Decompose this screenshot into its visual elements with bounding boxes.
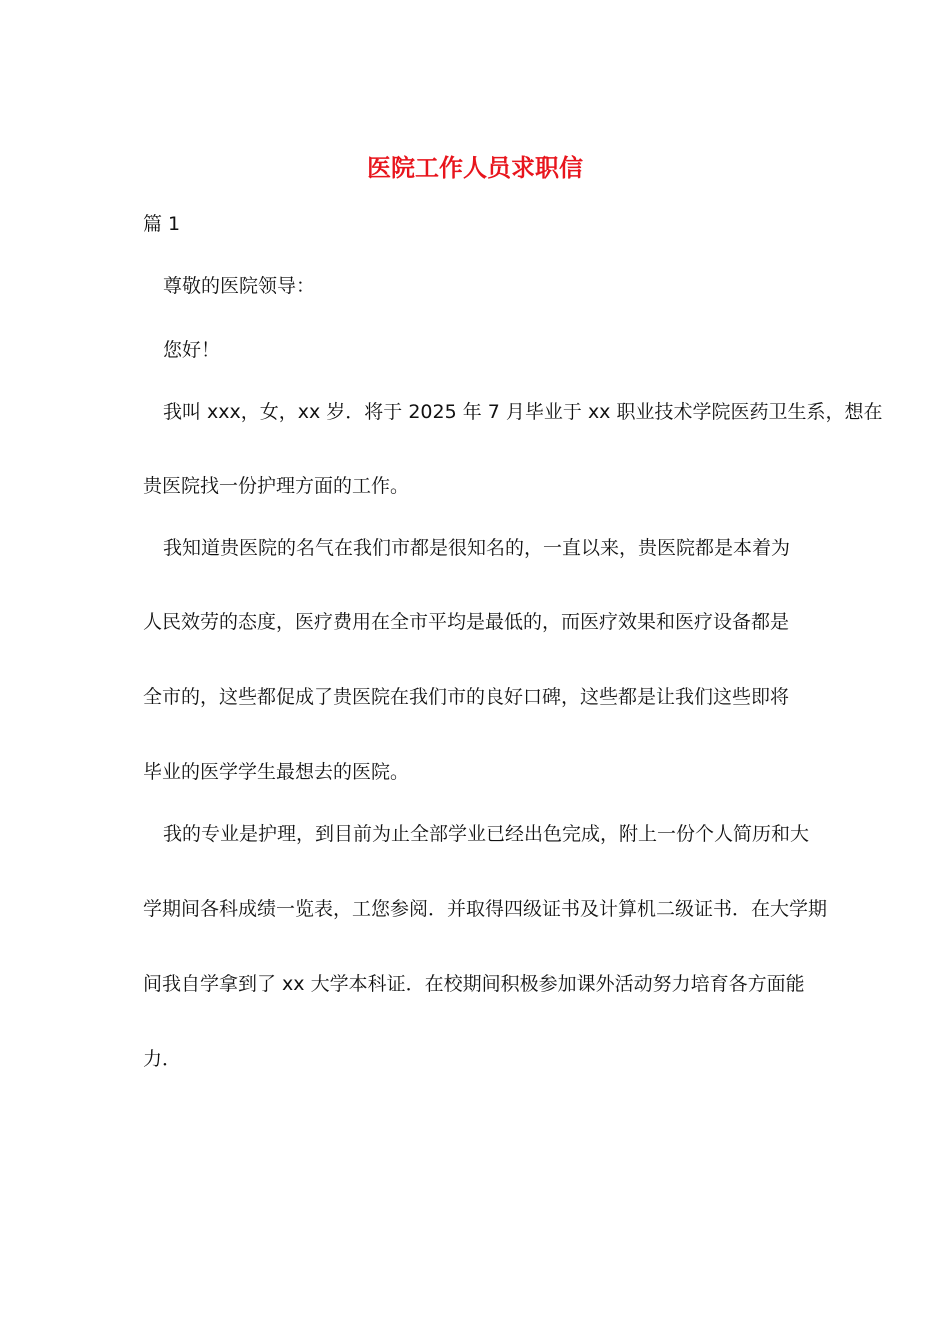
paragraph-line: 我的专业是护理，到目前为止全部学业已经出色完成，附上一份个人简历和大	[163, 823, 810, 845]
greeting: 您好！	[163, 339, 221, 361]
paragraph-line: 人民效劳的态度，医疗费用在全市平均是最低的，而医疗效果和医疗设备都是	[143, 611, 790, 633]
paragraph-line: 力．	[143, 1048, 182, 1070]
paragraph-line: 我知道贵医院的名气在我们市都是很知名的，一直以来，贵医院都是本着为	[163, 537, 791, 559]
section-label: 篇 1	[143, 213, 181, 235]
paragraph-line: 全市的，这些都促成了贵医院在我们市的良好口碑，这些都是让我们这些即将	[143, 686, 790, 708]
paragraph-line: 我叫 xxx，女，xx 岁．将于 2025 年 7 月毕业于 xx 职业技术学院医药卫生系，想在	[163, 401, 883, 423]
paragraph-line: 贵医院找一份护理方面的工作。	[143, 475, 410, 497]
document-title: 医院工作人员求职信	[367, 153, 583, 182]
salutation: 尊敬的医院领导：	[163, 275, 316, 297]
paragraph-line: 间我自学拿到了 xx 大学本科证．在校期间积极参加课外活动努力培育各方面能	[143, 973, 805, 995]
paragraph-line: 毕业的医学学生最想去的医院。	[143, 761, 410, 783]
paragraph-line: 学期间各科成绩一览表，工您参阅．并取得四级证书及计算机二级证书．在大学期	[143, 898, 828, 920]
